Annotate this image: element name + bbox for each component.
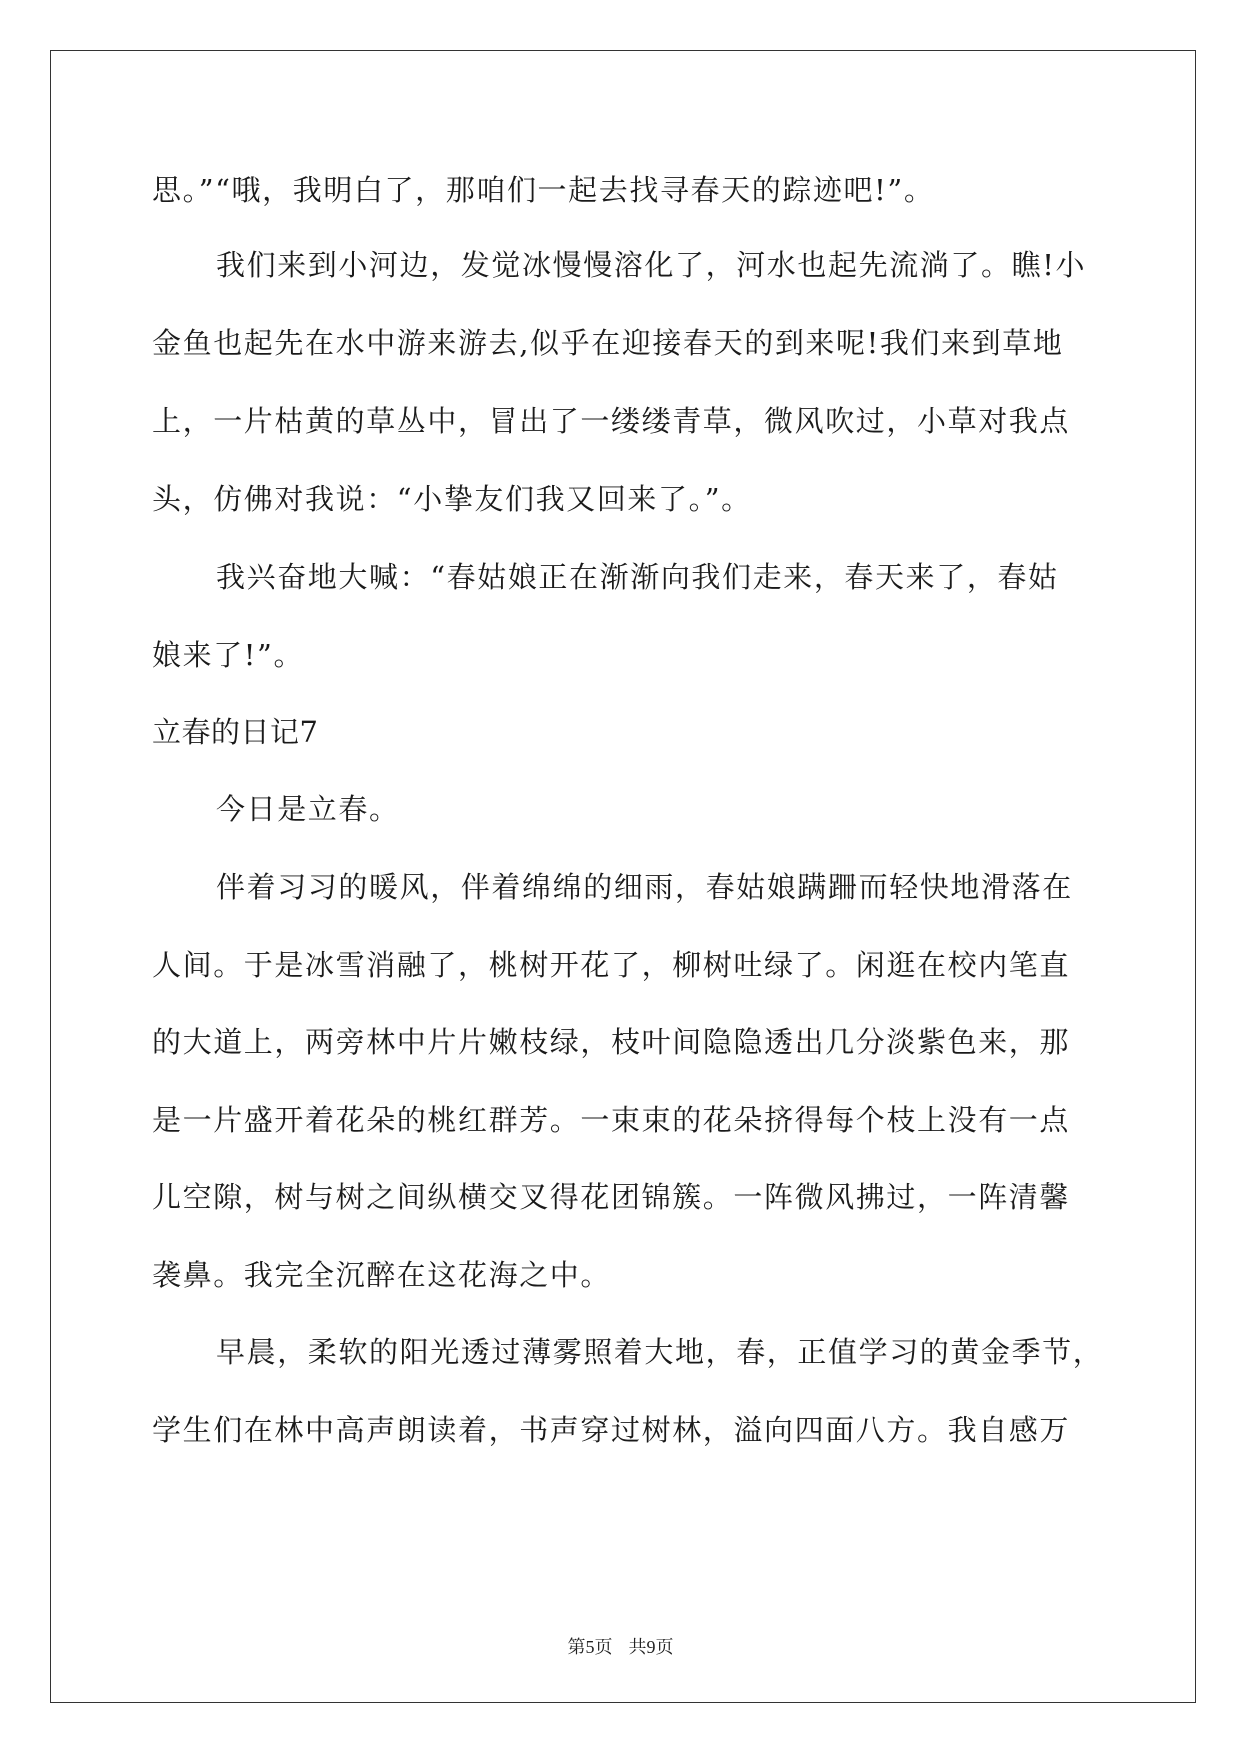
section-title: 立春的日记7	[152, 715, 319, 749]
text-line: 学生们在林中高声朗读着，书声穿过树林，溢向四面八方。我自感万	[152, 1413, 1071, 1447]
page-footer	[0, 1635, 1241, 1659]
current-page-label: 第5页	[567, 1637, 613, 1657]
text-line: 上，一片枯黄的草丛中，冒出了一缕缕青草，微风吹过，小草对我点	[152, 404, 1071, 438]
paragraph-start-line: 今日是立春。	[216, 792, 400, 826]
text-line: 娘来了!”。	[152, 638, 305, 672]
text-line: 是一片盛开着花朵的桃红群芳。一束束的花朵挤得每个枝上没有一点	[152, 1103, 1071, 1137]
text-line: 头，仿佛对我说：“小挚友们我又回来了。”。	[152, 482, 752, 516]
text-line: 的大道上，两旁林中片片嫩枝绿，枝叶间隐隐透出几分淡紫色来，那	[152, 1025, 1071, 1059]
text-line: 人间。于是冰雪消融了，桃树开花了，柳树吐绿了。闲逛在校内笔直	[152, 948, 1071, 982]
total-pages-label: 共9页	[628, 1637, 674, 1657]
text-line: 思。”“哦，我明白了，那咱们一起去找寻春天的踪迹吧!”。	[152, 173, 935, 207]
paragraph-start-line: 早晨，柔软的阳光透过薄雾照着大地，春，正值学习的黄金季节，	[216, 1335, 1104, 1369]
paragraph-start-line: 我们来到小河边，发觉冰慢慢溶化了，河水也起先流淌了。瞧!小	[216, 248, 1087, 282]
text-line: 金鱼也起先在水中游来游去,似乎在迎接春天的到来呢!我们来到草地	[152, 326, 1064, 360]
paragraph-start-line: 伴着习习的暖风，伴着绵绵的细雨，春姑娘蹒跚而轻快地滑落在	[216, 870, 1073, 904]
text-line: 袭鼻。我完全沉醉在这花海之中。	[152, 1258, 612, 1292]
paragraph-start-line: 我兴奋地大喊：“春姑娘正在渐渐向我们走来，春天来了，春姑	[216, 560, 1059, 594]
text-line: 儿空隙，树与树之间纵横交叉得花团锦簇。一阵微风拂过，一阵清馨	[152, 1180, 1071, 1214]
